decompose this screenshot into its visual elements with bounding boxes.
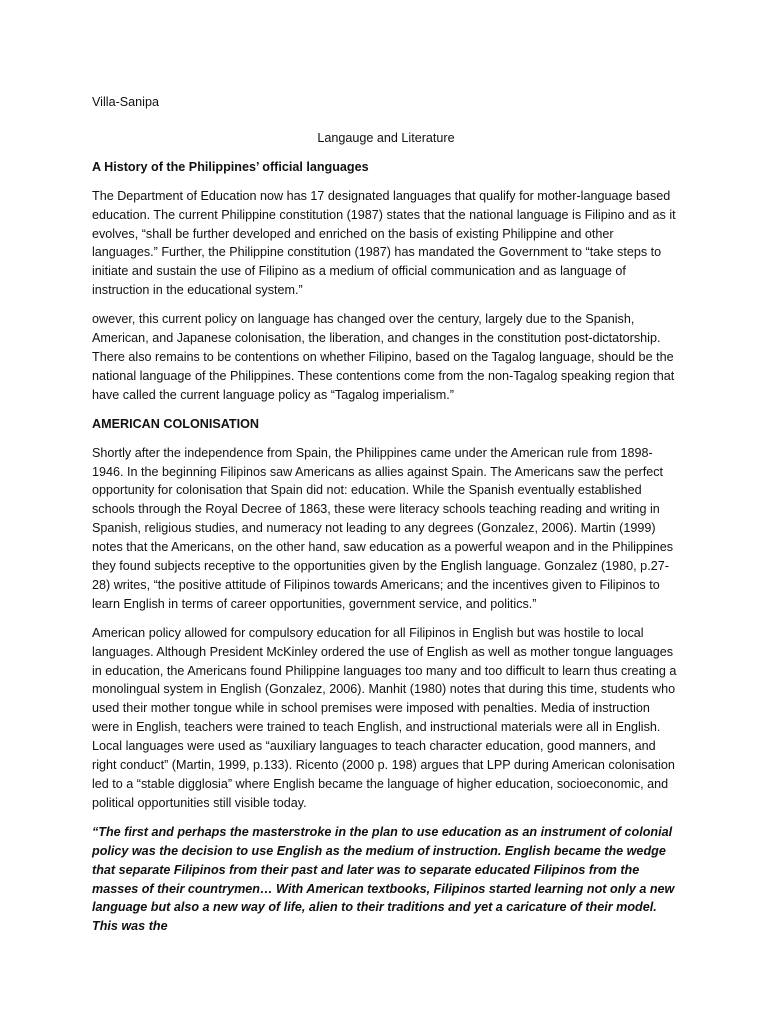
paragraph-american-rule: Shortly after the independence from Spain, the Philippines came under the American rule from 1898-1946. In the beginning Filipinos saw Americans as allies against Spain. The Americans saw the perfect opportunity for colonisation that Spain did not: education. While the Spanish eventually established schools through the Royal Decree of 1863, these were literacy schools teaching reading and writing in Spanish, religious studies, and numeracy not leading to any degrees (Gonzalez, 2006). Martin (1999) notes that the Americans, on the other hand, saw education as a powerful weapon and in the Philippines they found subjects receptive to the opportunities given by the English language. Gonzalez (1980, p.27-28) writes, “the positive attitude of Filipinos towards Americans; and the incentives given to Filipinos to learn English in terms of career opportunities, government service, and politics.” xyxy=(92,445,674,611)
paragraph-intro: The Department of Education now has 17 designated languages that qualify for mother-language based education. The current Philippine constitution (1987) states that the national language is Filipino and as it evolves, “shall be further developed and enriched on the basis of existing Philippine and other languages.” Further, the Philippine constitution (1987) has mandated the Government to “take steps to initiate and sustain the use of Filipino as a medium of official communication and as language of instruction in the educational system.” xyxy=(92,188,676,298)
paragraph-policy-change: owever, this current policy on language has changed over the century, largely due to the Spanish, American, and Japanese colonisation, the liberation, and changes in the constitution post-dictatorship. There also remains to be contentions on whether Filipino, based on the Tagalog language, should be the national language of the Philippines. These contentions come from the non-Tagalog speaking region that have called the current language policy as “Tagalog imperialism.” xyxy=(92,312,675,402)
paragraph-american-policy: American policy allowed for compulsory education for all Filipinos in English but was hostile to local languages. Although President McKinley ordered the use of English as well as mother tongue languages in education, the Americans found Philippine languages too many and too difficult to learn thus creating a monolingual system in English (Gonzalez, 2006). Manhit (1980) notes that during this time, students who used their mother tongue while in school premises were imposed with penalties. Media of instruction were in English, teachers were trained to teach English, and instructional materials were all in English. Local languages were used as “auxiliary languages to teach character education, good manners, and right conduct” (Martin, 1999, p.133). Ricento (2000 p. 198) argues that LPP during American colonisation led to a “stable digglosia” where English became the language of higher education, socioeconomic, and political opportunities still visible today. xyxy=(92,625,677,810)
author-name: Villa-Sanipa xyxy=(92,95,159,109)
document-body xyxy=(92,93,680,946)
block-quote: “The first and perhaps the masterstroke in the plan to use education as an instrument of colonial policy was the decision to use English as the medium of instruction. English became the wedge that separate Filipinos from their past and later was to separate educated Filipinos from the masses of their countrymen… With American textbooks, Filipinos started learning not only a new language but also a new way of life, alien to their traditions and yet a caricature of their model. This was the xyxy=(92,824,675,934)
document-title: Langauge and Literature xyxy=(317,130,455,145)
section-heading-american-colonisation: AMERICAN COLONISATION xyxy=(92,416,259,431)
main-heading: A History of the Philippines’ official languages xyxy=(92,159,369,174)
